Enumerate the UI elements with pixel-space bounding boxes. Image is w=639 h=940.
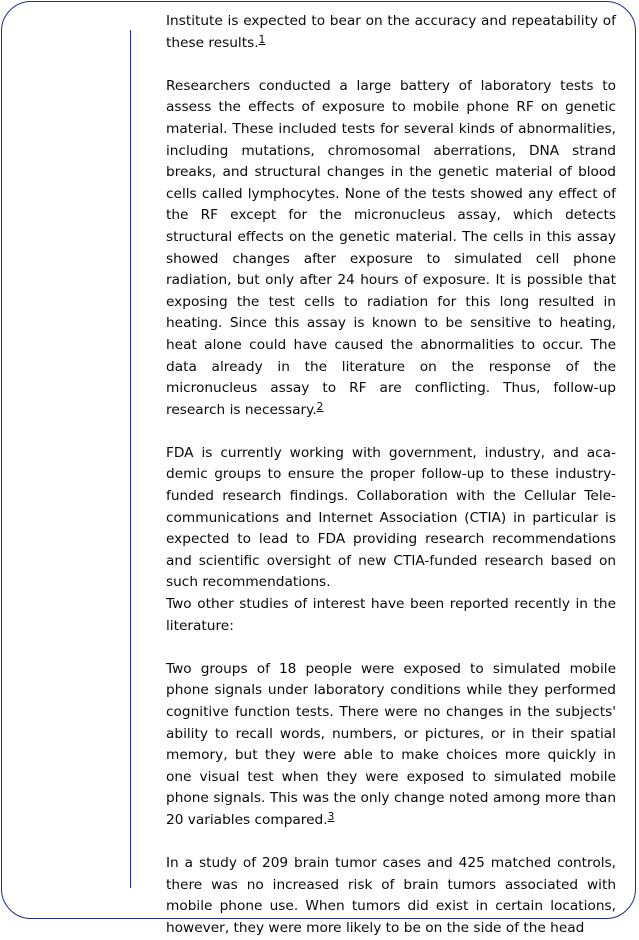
paragraph-2 [166, 76, 616, 422]
footnote-link-2[interactable]: 2 [316, 400, 324, 413]
document-body [166, 11, 616, 940]
footnote-ref-2[interactable] [317, 401, 324, 413]
paragraph-1 [166, 11, 616, 54]
paragraph-2-text: Researchers conducted a large battery of laboratory tests to assess the effects of exposure to mobile phone RF on genetic material. These included tests for several kinds of abnormalities, including mutations, chromosomal aberrations, DNA strand breaks, and structural changes in the genetic material of blood cells called lymphocytes. None of the tests showed any effect of the RF except for the micronucleus assay, which detects structural effects on the genetic material. The cells in this assay showed changes after exposure to simulated cell phone radiation, but only after 24 hours of exposure. It is possible that exposing the test cells to radiation for this long resulted in heating. Since this assay is known to be sensitive to heating, heat alone could have caused the abnormalities to occur. The data already in the literature on the response of the micronucleus assay to RF are conflicting. Thus, follow-up research is necessary. [166, 77, 616, 418]
paragraph-5 [166, 659, 616, 832]
paragraph-1-text: Institute is expected to bear on the accuracy and repeatability of these results. [166, 13, 616, 51]
footnote-link-1[interactable]: 1 [258, 33, 266, 46]
paragraph-5-text: Two groups of 18 people were exposed to simulated mobile phone signals under laboratory conditions while they performed cognitive function tests. There were no changes in the subjects' ability to recall words, numbers, or pictures, or in their spatial memory, but they were able to make choices more quickly in one visual test when they were exposed to simulated mobile phone signals. This was the only change noted among more than 20 variables compared. [166, 660, 616, 828]
margin-rule [130, 30, 131, 888]
footnote-link-3[interactable]: 3 [327, 810, 335, 823]
footnote-ref-1[interactable] [259, 34, 266, 46]
footnote-ref-3[interactable] [328, 811, 335, 823]
paragraph-6: In a study of 209 brain tumor cases and 425 matched controls, there was no increased risk of brain tumors associated with mobile phone use. When tumors did exist in certain locations, however, they were more likely to be on the side of the head [166, 855, 616, 936]
paragraph-4: Two other studies of interest have been reported recently in the literature: [166, 596, 616, 634]
paragraph-3: FDA is currently working with government, industry, and academic groups to ensure the proper follow-up to these industry-funded research findings. Collaboration with the Cellular Telecommunications and Internet Association (CTIA) in particular is expected to lead to FDA providing research recommendations and scientific oversight of new CTIA-funded research based on such recommendations. [166, 444, 616, 591]
